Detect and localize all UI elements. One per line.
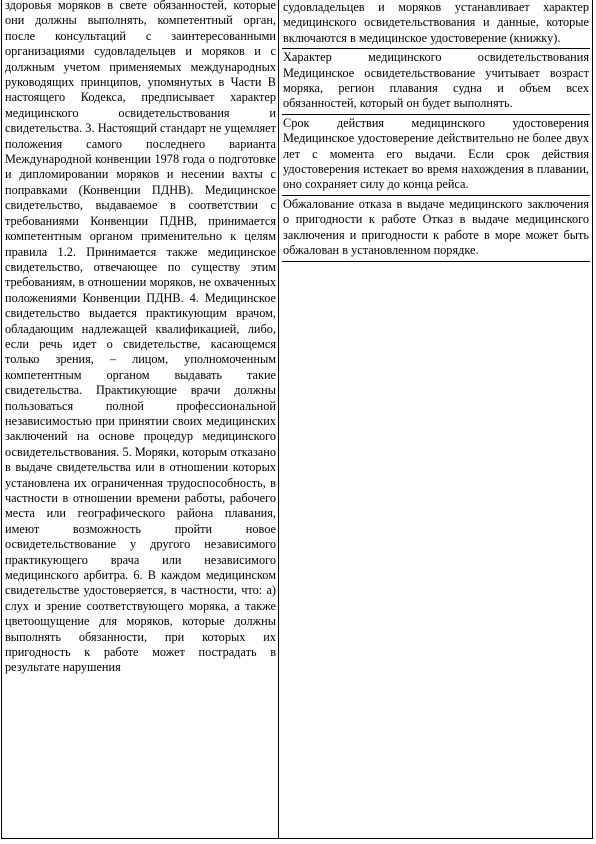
right-block-appeal — [282, 196, 590, 262]
right-column — [279, 0, 592, 838]
right-block-nature — [282, 49, 590, 115]
right-block-text: Характер медицинского освидетельствования Медицинское освидетельствование учитывает возраст моряка, регион плавания судна и объем всех обязанностей, который он будет выполнять. — [283, 50, 589, 111]
right-block-text: Обжалование отказа в выдаче медицинского заключения о пригодности к работе Отказ в выдаче медицинского заключения и пригодности к работе в море может быть обжалован в установленном порядке. — [283, 196, 589, 258]
right-block-validity — [282, 115, 590, 196]
left-column-text: здоровья моряков в свете обязанностей, которые они должны выполнять, компетентный орган, после консультаций с заинтересованными организациями судовладельцев и моряков и с должным учетом применяемых международных руководящих принципов, упомянутых в Части В настоящего Кодекса, предписывает характер медицинского освидетельствования и свидетельства. 3. Настоящий стандарт не ущемляет положения самого последнего варианта Международной конвенции 1978 года о подготовке и дипломировании моряков и несении вахты с поправками (Конвенции ПДНВ). Медицинское свидетельство, выдаваемое в соответствии с требованиями Конвенции ПДНВ, принимается компетентным органом применительно к целям правила 1.2. Принимается также медицинское свидетельство, отвечающее по существу этим требованиям, в отношении моряков, не охваченных положениями Конвенции ПДНВ. 4. Медицинское свидетельство выдается практикующим врачом, обладающим надлежащей квалификацией, либо, если речь идет о свидетельстве, касающемся только зрения, – лицом, уполномоченным компетентным органом выдавать такие свидетельства. Практикующие врачи должны пользоваться полной профессиональной независимостью при принятии своих медицинских заключений на основе процедур медицинского освидетельствования. 5. Моряки, которым отказано в выдаче свидетельства или в отношении которых установлена их ограниченная трудоспособность, в частности в отношении времени работы, рабочего места или географического района плавания, имеют возможность пройти новое освидетельствование у другого независимого практикующего врача или независимого медицинского арбитра. 6. В каждом медицинском свидетельстве удостоверяется, в частности, что: а) слух и зрение соответствующего моряка, а также цветоощущение для моряков, которые должны выполнять обязанности, при которых их пригодность к работе может пострадать в результате нарушения — [5, 0, 276, 675]
document-table — [1, 0, 593, 839]
left-column — [2, 0, 279, 838]
right-block-text: Срок действия медицинского удостоверения Медицинское удостоверение действительно не более двух лет с момента его выдачи. Если срок действия удостоверения истекает во время нахождения в плавании, оно сохраняет силу до конца рейса. — [283, 115, 589, 192]
right-block-text: судовладельцев и моряков устанавливает характер медицинского освидетельствования и данные, которые включаются в медицинское удостоверение (книжку). — [283, 0, 589, 45]
right-block-intro — [282, 0, 590, 49]
